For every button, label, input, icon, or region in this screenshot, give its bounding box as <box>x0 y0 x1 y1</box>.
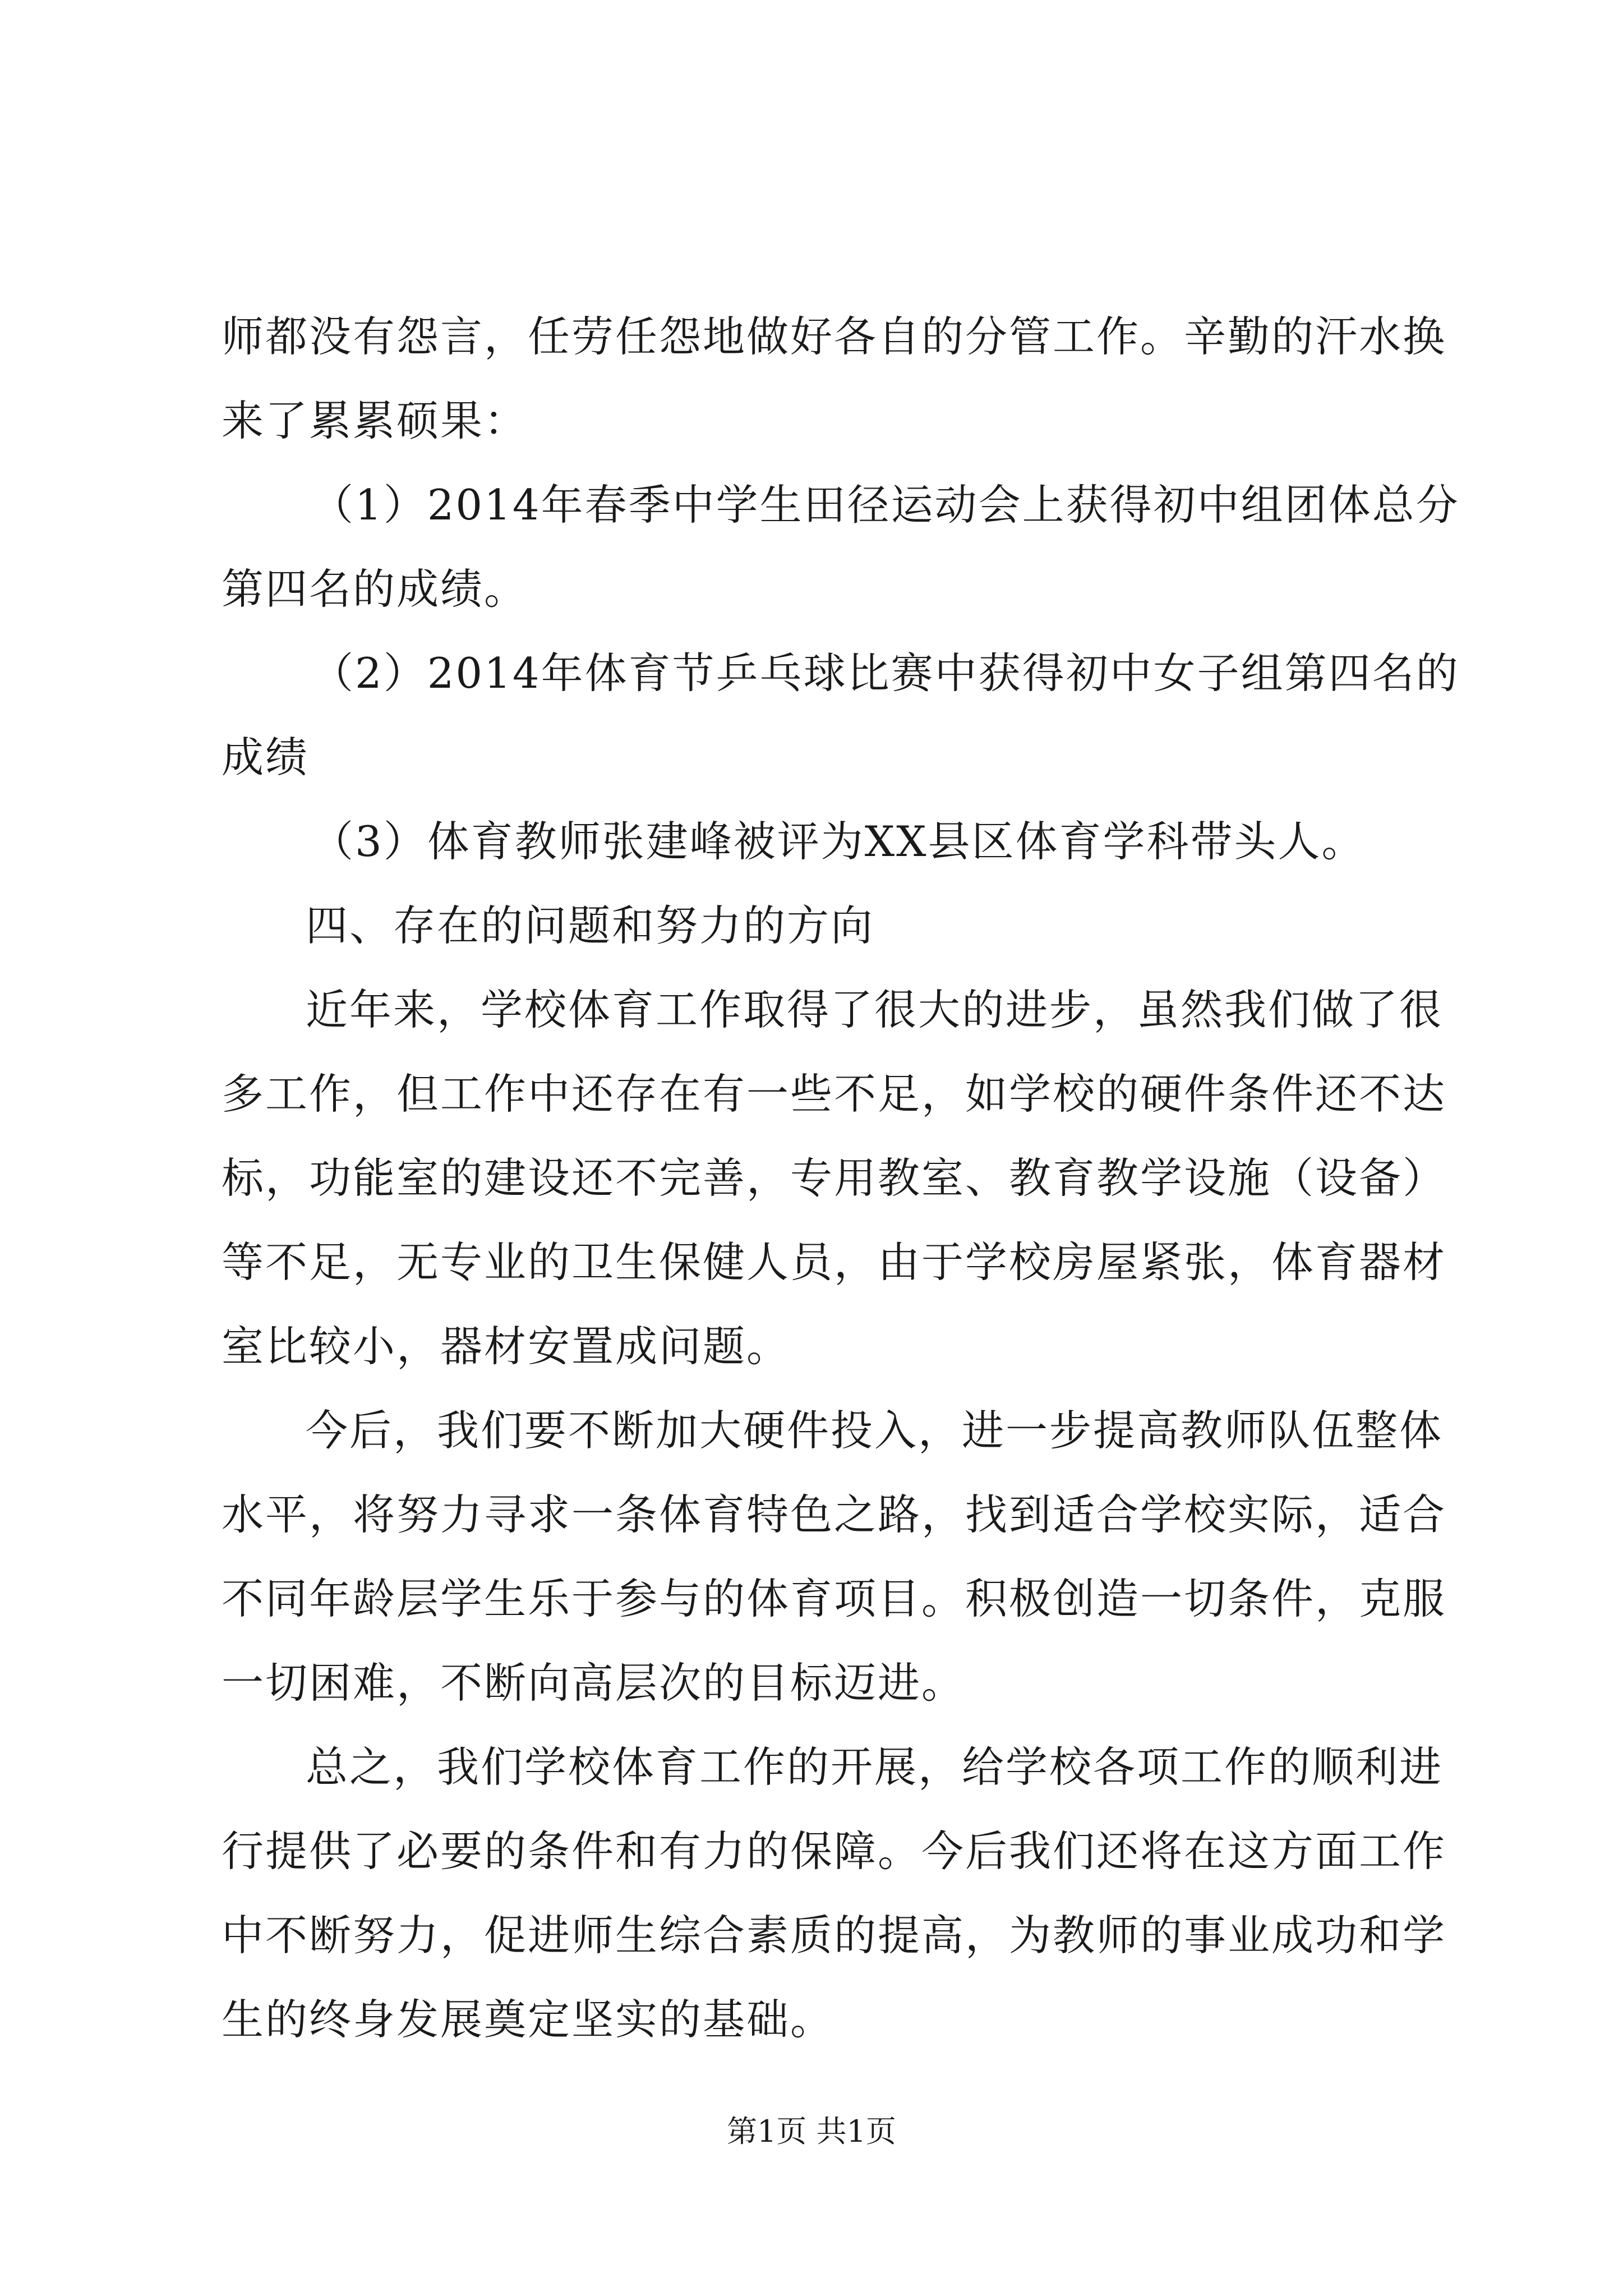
text-line: 多工作，但工作中还存在有一些不足，如学校的硬件条件还不达 <box>222 1069 1447 1119</box>
text-line: 师都没有怨言，任劳任怨地做好各自的分管工作。辛勤的汗水换 <box>222 312 1447 361</box>
list-item: （3）体育教师张建峰被评为XX县区体育学科带头人。 <box>311 817 1366 866</box>
text-line: 中不断努力，促进师生综合素质的提高，为教师的事业成功和学 <box>222 1911 1447 1960</box>
list-item: （1）2014年春季中学生田径运动会上获得初中组团体总分 <box>311 480 1460 530</box>
text-line: 第四名的成绩。 <box>222 564 528 614</box>
page-number: 第1页 共1页 <box>727 2114 896 2149</box>
text-line: 来了累累硕果： <box>222 396 528 445</box>
text-line: 标，功能室的建设还不完善，专用教室、教育教学设施（设备） <box>222 1153 1447 1203</box>
section-heading: 四、存在的问题和努力的方向 <box>306 901 875 950</box>
document-body <box>222 295 1460 2062</box>
list-item: （2）2014年体育节乒乓球比赛中获得初中女子组第四名的 <box>311 648 1460 698</box>
text-line: 室比较小，器材安置成问题。 <box>222 1322 791 1371</box>
text-line: 水平，将努力寻求一条体育特色之路，找到适合学校实际，适合 <box>222 1490 1447 1539</box>
text-line: 一切困难，不断向高层次的目标迈进。 <box>222 1658 966 1708</box>
paragraph-start: 总之，我们学校体育工作的开展，给学校各项工作的顺利进 <box>306 1742 1444 1792</box>
paragraph-start: 近年来，学校体育工作取得了很大的进步，虽然我们做了很 <box>306 985 1444 1034</box>
paragraph-start: 今后，我们要不断加大硬件投入，进一步提高教师队伍整体 <box>306 1406 1444 1455</box>
text-line: 成绩 <box>222 733 310 782</box>
text-line: 生的终身发展奠定坚实的基础。 <box>222 1995 834 2044</box>
text-line: 不同年龄层学生乐于参与的体育项目。积极创造一切条件，克服 <box>222 1574 1447 1623</box>
text-line: 行提供了必要的条件和有力的保障。今后我们还将在这方面工作 <box>222 1826 1447 1876</box>
text-line: 等不足，无专业的卫生保健人员，由于学校房屋紧张，体育器材 <box>222 1237 1447 1287</box>
